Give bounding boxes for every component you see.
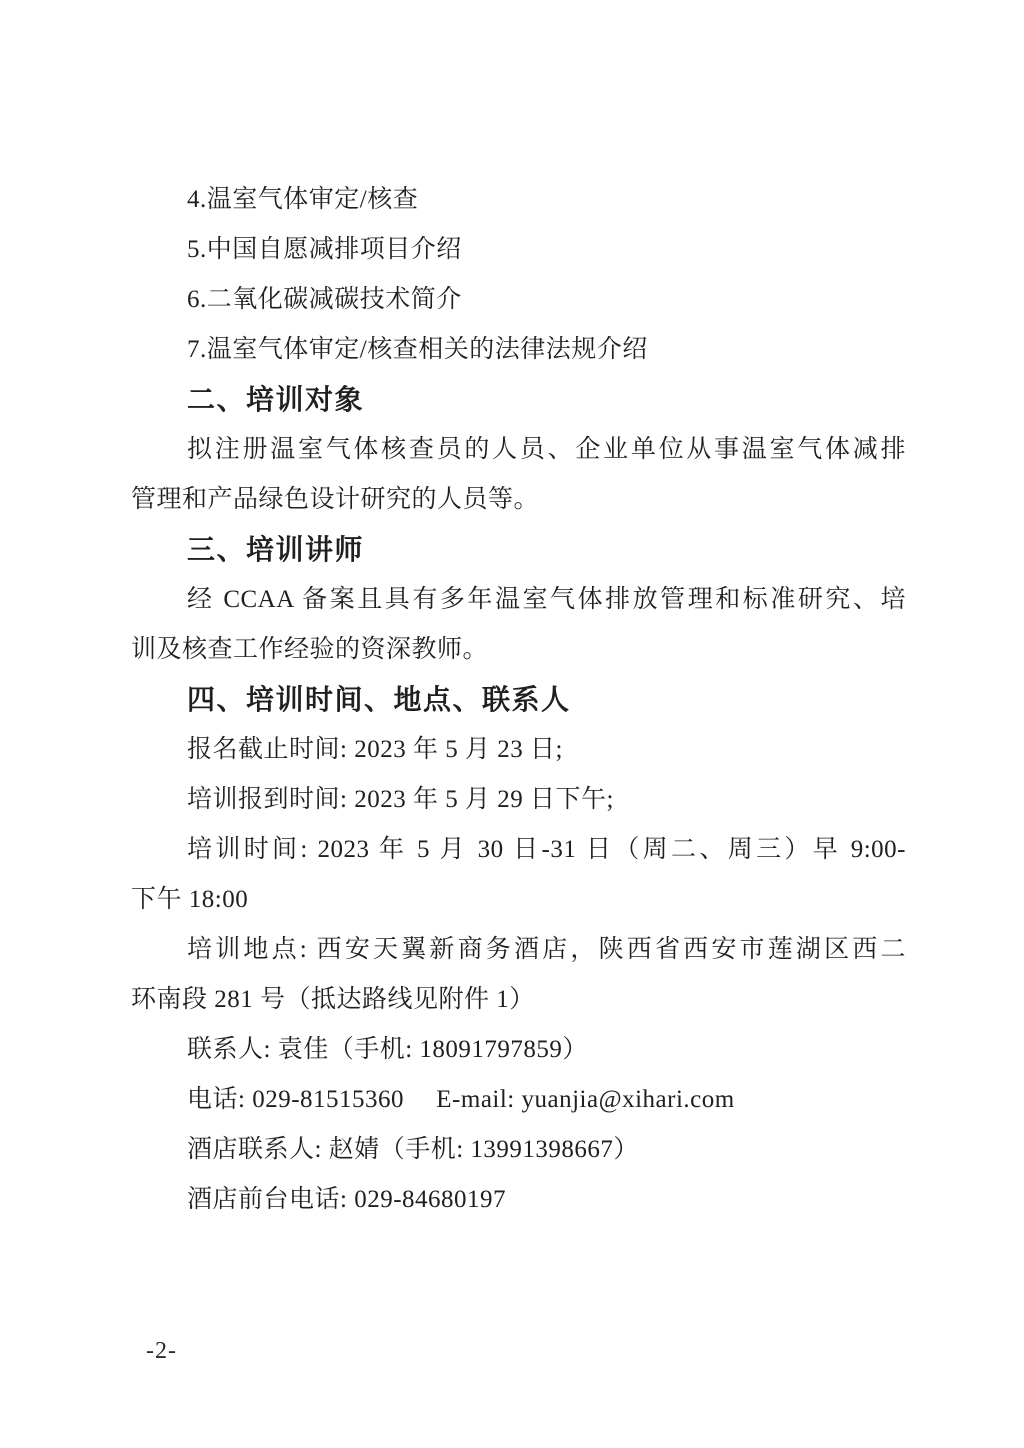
contact-person: 联系人: 袁佳（手机: 18091797859） [187,1036,588,1063]
course-item-5: 5.中国自愿减排项目介绍 [187,236,462,263]
trainees-paragraph-line-2: 管理和产品绿色设计研究的人员等。 [131,486,540,513]
trainees-paragraph-line-1: 拟注册温室气体核查员的人员、企业单位从事温室气体减排 [187,436,906,463]
course-item-6: 6.二氧化碳减碳技术简介 [187,286,462,313]
section-heading-trainees: 二、培训对象 [187,384,365,415]
course-item-7: 7.温室气体审定/核查相关的法律法规介绍 [187,336,648,363]
training-location-line-1: 培训地点: 西安天翼新商务酒店，陕西省西安市莲湖区西二 [187,936,906,963]
training-time-line-1: 培训时间: 2023 年 5 月 30 日-31 日（周二、周三）早 9:00- [187,836,906,863]
section-heading-lecturers: 三、培训讲师 [187,534,365,565]
hotel-front-desk-phone: 酒店前台电话: 029-84680197 [187,1186,507,1213]
training-location-line-2: 环南段 281 号（抵达路线见附件 1） [131,986,535,1013]
lecturers-paragraph-line-2: 训及核查工作经验的资深教师。 [131,636,489,663]
phone-and-email: 电话: 029-81515360 E-mail: yuanjia@xihari.com [187,1086,735,1113]
document-body [131,175,906,1225]
checkin-time: 培训报到时间: 2023 年 5 月 29 日下午; [187,786,614,813]
page-number: -2- [146,1338,177,1364]
course-item-4: 4.温室气体审定/核查 [187,186,419,213]
hotel-contact-person: 酒店联系人: 赵婧（手机: 13991398667） [187,1136,639,1163]
lecturers-paragraph-line-1: 经 CCAA 备案且具有多年温室气体排放管理和标准研究、培 [187,586,906,613]
training-time-line-2: 下午 18:00 [131,886,249,913]
section-heading-time-location-contacts: 四、培训时间、地点、联系人 [187,684,571,715]
registration-deadline: 报名截止时间: 2023 年 5 月 23 日; [187,736,563,763]
